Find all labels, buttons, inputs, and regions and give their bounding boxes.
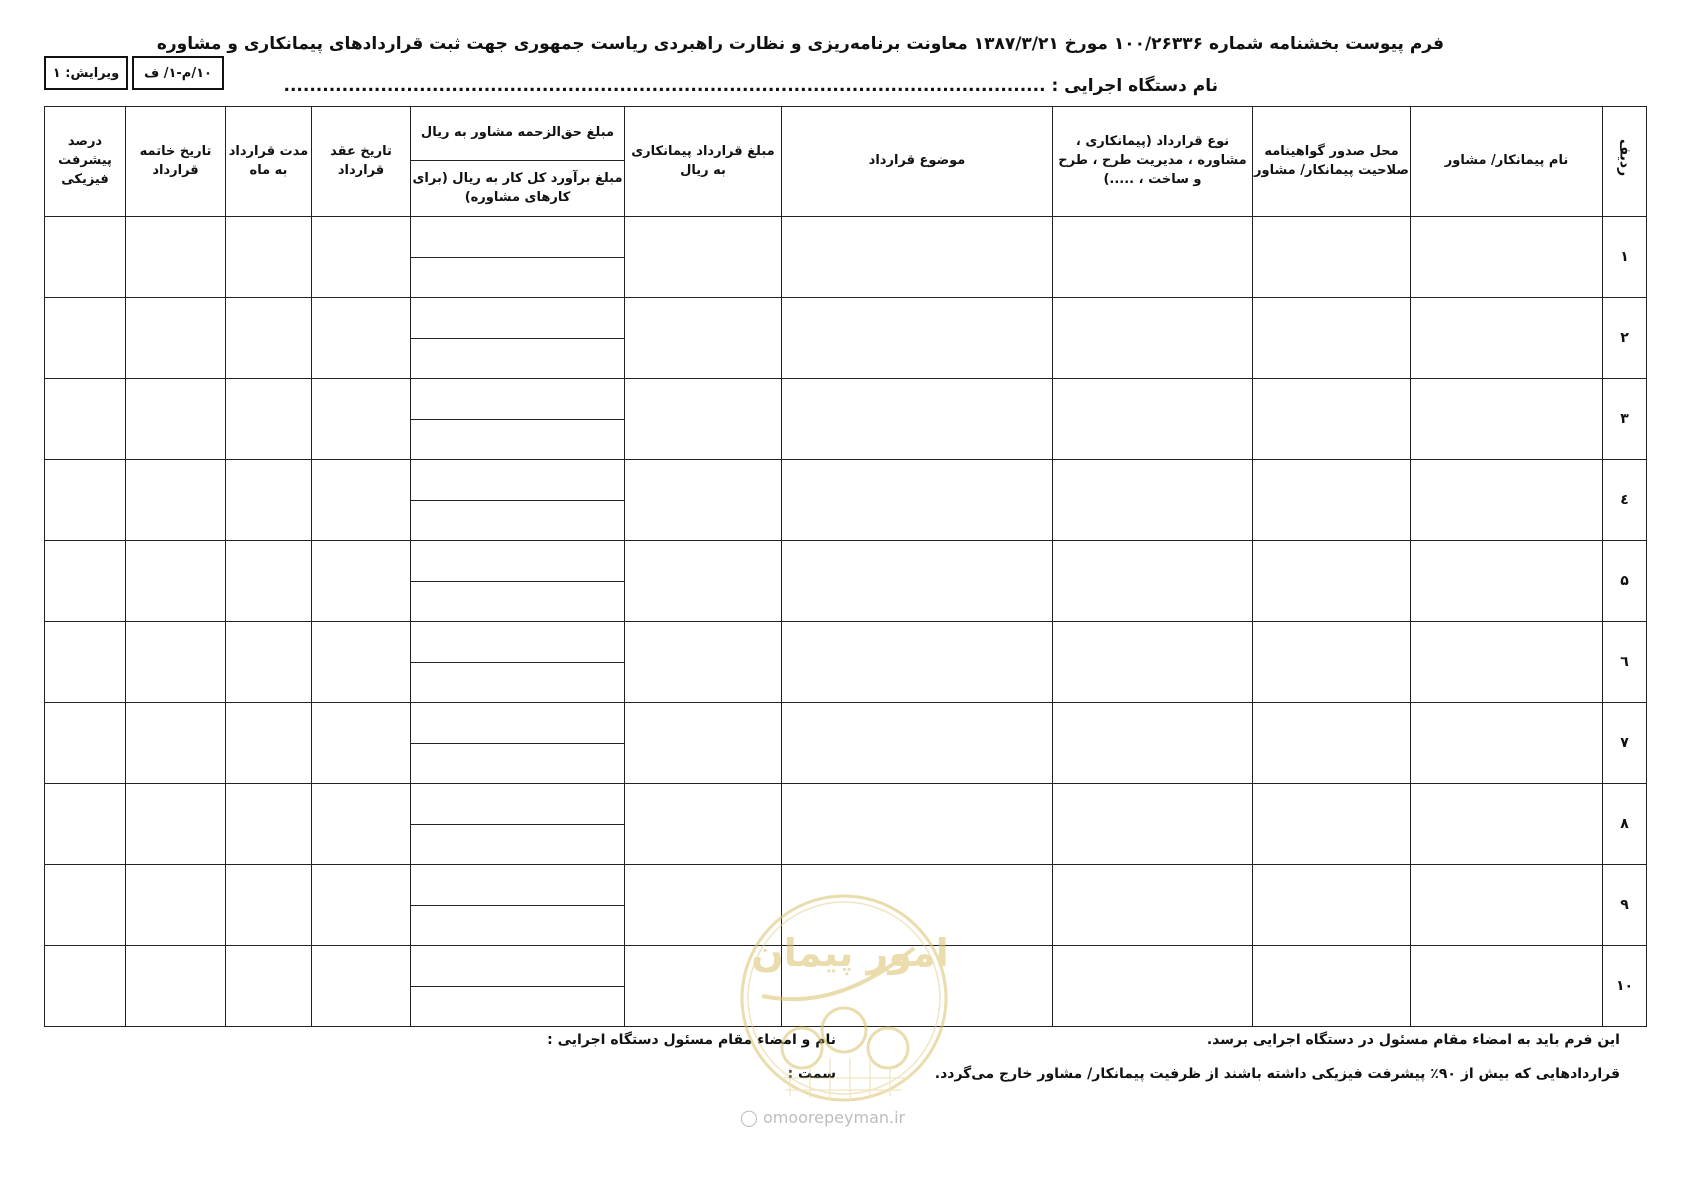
cell-duration[interactable] xyxy=(226,784,312,865)
cell-progress[interactable] xyxy=(45,622,126,703)
cell-contract-amount[interactable] xyxy=(625,784,782,865)
cell-row-number: ۱ xyxy=(1603,217,1647,298)
cell-duration[interactable] xyxy=(226,541,312,622)
cell-consultant-fee-value[interactable] xyxy=(411,622,624,662)
cell-contract-date[interactable] xyxy=(312,784,411,865)
fee-split-cell xyxy=(411,217,624,297)
col-progress-header: درصد پیشرفت فیزیکی xyxy=(45,107,126,217)
form-title: فرم پیوست بخشنامه شماره ۱۰۰/۲۶۳۳۶ مورخ ۱۳۸۷/۳/۲۱ معاونت برنامه‌ریزی و نظارت راهبردی ریاست جمهوری جهت ثبت قراردادهای پیمانکاری و مشاوره xyxy=(156,34,1444,54)
cell-end-date[interactable] xyxy=(126,622,226,703)
version-label: ویرایش: ۱ xyxy=(52,65,120,81)
cell-certificate-place[interactable] xyxy=(1253,217,1411,298)
cell-row-number: ۹ xyxy=(1603,865,1647,946)
cell-row-number: ٤ xyxy=(1603,460,1647,541)
cell-contract-subject[interactable] xyxy=(782,460,1053,541)
cell-consultant-fee xyxy=(411,541,625,622)
cell-contract-type[interactable] xyxy=(1053,217,1253,298)
position-field[interactable]: سمت : xyxy=(787,1066,836,1082)
cell-estimated-total-value[interactable] xyxy=(411,500,624,541)
col-consultant-fee-header: مبلغ حق‌الزحمه مشاور به ریال xyxy=(411,107,625,161)
cell-progress[interactable] xyxy=(45,298,126,379)
cell-certificate-place[interactable] xyxy=(1253,298,1411,379)
cell-certificate-place[interactable] xyxy=(1253,622,1411,703)
cell-consultant-fee xyxy=(411,622,625,703)
cell-contract-amount[interactable] xyxy=(625,460,782,541)
cell-progress[interactable] xyxy=(45,379,126,460)
cell-contract-type[interactable] xyxy=(1053,946,1253,1027)
fee-split-cell xyxy=(411,622,624,702)
cell-row-number: ۳ xyxy=(1603,379,1647,460)
col-contract-type-header: نوع قرارداد (پیمانکاری ، مشاوره ، مدیریت طرح ، طرح و ساخت ، .....) xyxy=(1053,107,1253,217)
cell-contract-amount[interactable] xyxy=(625,298,782,379)
col-contract-amount-header: مبلغ قرارداد پیمانکاری به ریال xyxy=(625,107,782,217)
cell-contractor-name[interactable] xyxy=(1411,946,1603,1027)
fee-split-cell xyxy=(411,703,624,783)
cell-consultant-fee-value[interactable] xyxy=(411,703,624,743)
cell-row-number: ۸ xyxy=(1603,784,1647,865)
table-row xyxy=(45,784,1647,865)
cell-contract-type[interactable] xyxy=(1053,460,1253,541)
cell-estimated-total-value[interactable] xyxy=(411,662,624,703)
version-box xyxy=(44,56,128,90)
cell-contract-subject[interactable] xyxy=(782,217,1053,298)
cell-certificate-place[interactable] xyxy=(1253,703,1411,784)
cell-contract-subject[interactable] xyxy=(782,541,1053,622)
col-contract-subject-header: موضوع قرارداد xyxy=(782,107,1053,217)
cell-certificate-place[interactable] xyxy=(1253,946,1411,1027)
fee-split-cell xyxy=(411,298,624,378)
table-row xyxy=(45,298,1647,379)
cell-contract-type[interactable] xyxy=(1053,865,1253,946)
fee-split-cell xyxy=(411,946,624,1026)
cell-estimated-total-value[interactable] xyxy=(411,257,624,298)
col-certificate-place-header: محل صدور گواهینامه صلاحیت پیمانکار/ مشاور xyxy=(1253,107,1411,217)
cell-end-date[interactable] xyxy=(126,541,226,622)
cell-contract-subject[interactable] xyxy=(782,784,1053,865)
cell-contractor-name[interactable] xyxy=(1411,865,1603,946)
cell-contract-amount[interactable] xyxy=(625,217,782,298)
cell-contract-date[interactable] xyxy=(312,622,411,703)
cell-contract-date[interactable] xyxy=(312,946,411,1027)
cell-row-number: ۵ xyxy=(1603,541,1647,622)
cell-end-date[interactable] xyxy=(126,784,226,865)
cell-consultant-fee xyxy=(411,460,625,541)
cell-contract-date[interactable] xyxy=(312,379,411,460)
col-row-header: ردیف xyxy=(1603,107,1647,217)
cell-contract-date[interactable] xyxy=(312,541,411,622)
cell-consultant-fee-value[interactable] xyxy=(411,217,624,257)
cell-progress[interactable] xyxy=(45,946,126,1027)
cell-estimated-total-value[interactable] xyxy=(411,743,624,784)
fee-split-cell xyxy=(411,784,624,864)
cell-end-date[interactable] xyxy=(126,379,226,460)
form-code: ۱۰/م-۱/ ف xyxy=(144,65,212,81)
fee-split-cell xyxy=(411,379,624,459)
fee-split-cell xyxy=(411,865,624,945)
col-estimated-total-header: مبلغ برآورد کل کار به ریال (برای کارهای مشاوره) xyxy=(411,161,625,217)
cell-consultant-fee-value[interactable] xyxy=(411,865,624,905)
cell-progress[interactable] xyxy=(45,541,126,622)
cell-contract-type[interactable] xyxy=(1053,379,1253,460)
col-end-date-header: تاریخ خاتمه قرارداد xyxy=(126,107,226,217)
cell-estimated-total-value[interactable] xyxy=(411,905,624,946)
cell-progress[interactable] xyxy=(45,460,126,541)
capacity-note: قراردادهایی که بیش از ۹۰٪ پیشرفت فیزیکی داشته باشند از ظرفیت پیمانکار/ مشاور خارج می‌گردد. xyxy=(934,1066,1620,1082)
cell-consultant-fee xyxy=(411,298,625,379)
cell-progress[interactable] xyxy=(45,703,126,784)
cell-contractor-name[interactable] xyxy=(1411,217,1603,298)
fee-split-cell xyxy=(411,460,624,540)
cell-contract-subject[interactable] xyxy=(782,298,1053,379)
cell-end-date[interactable] xyxy=(126,298,226,379)
cell-estimated-total-value[interactable] xyxy=(411,419,624,460)
cell-duration[interactable] xyxy=(226,217,312,298)
cell-end-date[interactable] xyxy=(126,460,226,541)
cell-contract-subject[interactable] xyxy=(782,703,1053,784)
cell-end-date[interactable] xyxy=(126,946,226,1027)
contracts-table xyxy=(44,106,1647,1027)
cell-contract-date[interactable] xyxy=(312,865,411,946)
cell-contract-amount[interactable] xyxy=(625,541,782,622)
fee-split-cell xyxy=(411,541,624,621)
cell-duration[interactable] xyxy=(226,298,312,379)
cell-estimated-total-value[interactable] xyxy=(411,986,624,1027)
cell-end-date[interactable] xyxy=(126,703,226,784)
col-contract-date-header: تاریخ عقد قرارداد xyxy=(312,107,411,217)
col-contractor-name-header: نام پیمانکار/ مشاور xyxy=(1411,107,1603,217)
cell-estimated-total-value[interactable] xyxy=(411,581,624,622)
cell-consultant-fee-value[interactable] xyxy=(411,946,624,986)
table-row xyxy=(45,379,1647,460)
cell-contract-amount[interactable] xyxy=(625,379,782,460)
cell-estimated-total-value[interactable] xyxy=(411,338,624,379)
table-row xyxy=(45,217,1647,298)
cell-contractor-name[interactable] xyxy=(1411,541,1603,622)
cell-duration[interactable] xyxy=(226,946,312,1027)
cell-row-number: ۲ xyxy=(1603,298,1647,379)
cell-contract-type[interactable] xyxy=(1053,622,1253,703)
signature-note: این فرم باید به امضاء مقام مسئول در دستگاه اجرایی برسد. xyxy=(1206,1032,1620,1048)
watermark-text: امور پیمان xyxy=(751,931,949,975)
cell-end-date[interactable] xyxy=(126,865,226,946)
cell-contract-date[interactable] xyxy=(312,703,411,784)
cell-consultant-fee xyxy=(411,946,625,1027)
cell-certificate-place[interactable] xyxy=(1253,784,1411,865)
cell-consultant-fee-value[interactable] xyxy=(411,298,624,338)
cell-contract-subject[interactable] xyxy=(782,622,1053,703)
signatory-field[interactable]: نام و امضاء مقام مسئول دستگاه اجرایی : xyxy=(547,1032,836,1048)
cell-certificate-place[interactable] xyxy=(1253,865,1411,946)
table-row xyxy=(45,622,1647,703)
cell-consultant-fee xyxy=(411,784,625,865)
cell-contract-type[interactable] xyxy=(1053,784,1253,865)
cell-consultant-fee xyxy=(411,217,625,298)
table-row xyxy=(45,460,1647,541)
cell-contractor-name[interactable] xyxy=(1411,622,1603,703)
cell-consultant-fee xyxy=(411,865,625,946)
cell-progress[interactable] xyxy=(45,865,126,946)
cell-row-number: ۱۰ xyxy=(1603,946,1647,1027)
cell-contract-date[interactable] xyxy=(312,298,411,379)
form-code-box xyxy=(132,56,224,90)
cell-contract-amount[interactable] xyxy=(625,622,782,703)
cell-contract-type[interactable] xyxy=(1053,703,1253,784)
cell-contractor-name[interactable] xyxy=(1411,379,1603,460)
cell-consultant-fee-value[interactable] xyxy=(411,541,624,581)
cell-row-number: ۷ xyxy=(1603,703,1647,784)
col-duration-header: مدت قرارداد به ماه xyxy=(226,107,312,217)
cell-contract-date[interactable] xyxy=(312,460,411,541)
watermark-url: ◯ omoorepeyman.ir xyxy=(740,1108,906,1127)
watermark-seal xyxy=(738,892,950,1104)
cell-contractor-name[interactable] xyxy=(1411,703,1603,784)
table-row xyxy=(45,541,1647,622)
cell-progress[interactable] xyxy=(45,784,126,865)
cell-progress[interactable] xyxy=(45,217,126,298)
cell-consultant-fee xyxy=(411,703,625,784)
cell-duration[interactable] xyxy=(226,460,312,541)
cell-consultant-fee xyxy=(411,379,625,460)
cell-consultant-fee-value[interactable] xyxy=(411,460,624,500)
cell-row-number: ٦ xyxy=(1603,622,1647,703)
agency-name-field[interactable]: نام دستگاه اجرایی : ...................................................................................................................... xyxy=(283,76,1218,96)
cell-consultant-fee-value[interactable] xyxy=(411,784,624,824)
cell-duration[interactable] xyxy=(226,622,312,703)
table-row xyxy=(45,703,1647,784)
cell-certificate-place[interactable] xyxy=(1253,460,1411,541)
cell-duration[interactable] xyxy=(226,703,312,784)
cell-contract-amount[interactable] xyxy=(625,703,782,784)
cell-contract-type[interactable] xyxy=(1053,541,1253,622)
cell-contract-date[interactable] xyxy=(312,217,411,298)
cell-estimated-total-value[interactable] xyxy=(411,824,624,865)
cell-certificate-place[interactable] xyxy=(1253,379,1411,460)
cell-consultant-fee-value[interactable] xyxy=(411,379,624,419)
cell-contractor-name[interactable] xyxy=(1411,784,1603,865)
cell-contract-subject[interactable] xyxy=(782,379,1053,460)
cell-contractor-name[interactable] xyxy=(1411,298,1603,379)
cell-certificate-place[interactable] xyxy=(1253,541,1411,622)
cell-duration[interactable] xyxy=(226,865,312,946)
cell-contractor-name[interactable] xyxy=(1411,460,1603,541)
cell-end-date[interactable] xyxy=(126,217,226,298)
cell-contract-type[interactable] xyxy=(1053,298,1253,379)
cell-duration[interactable] xyxy=(226,379,312,460)
